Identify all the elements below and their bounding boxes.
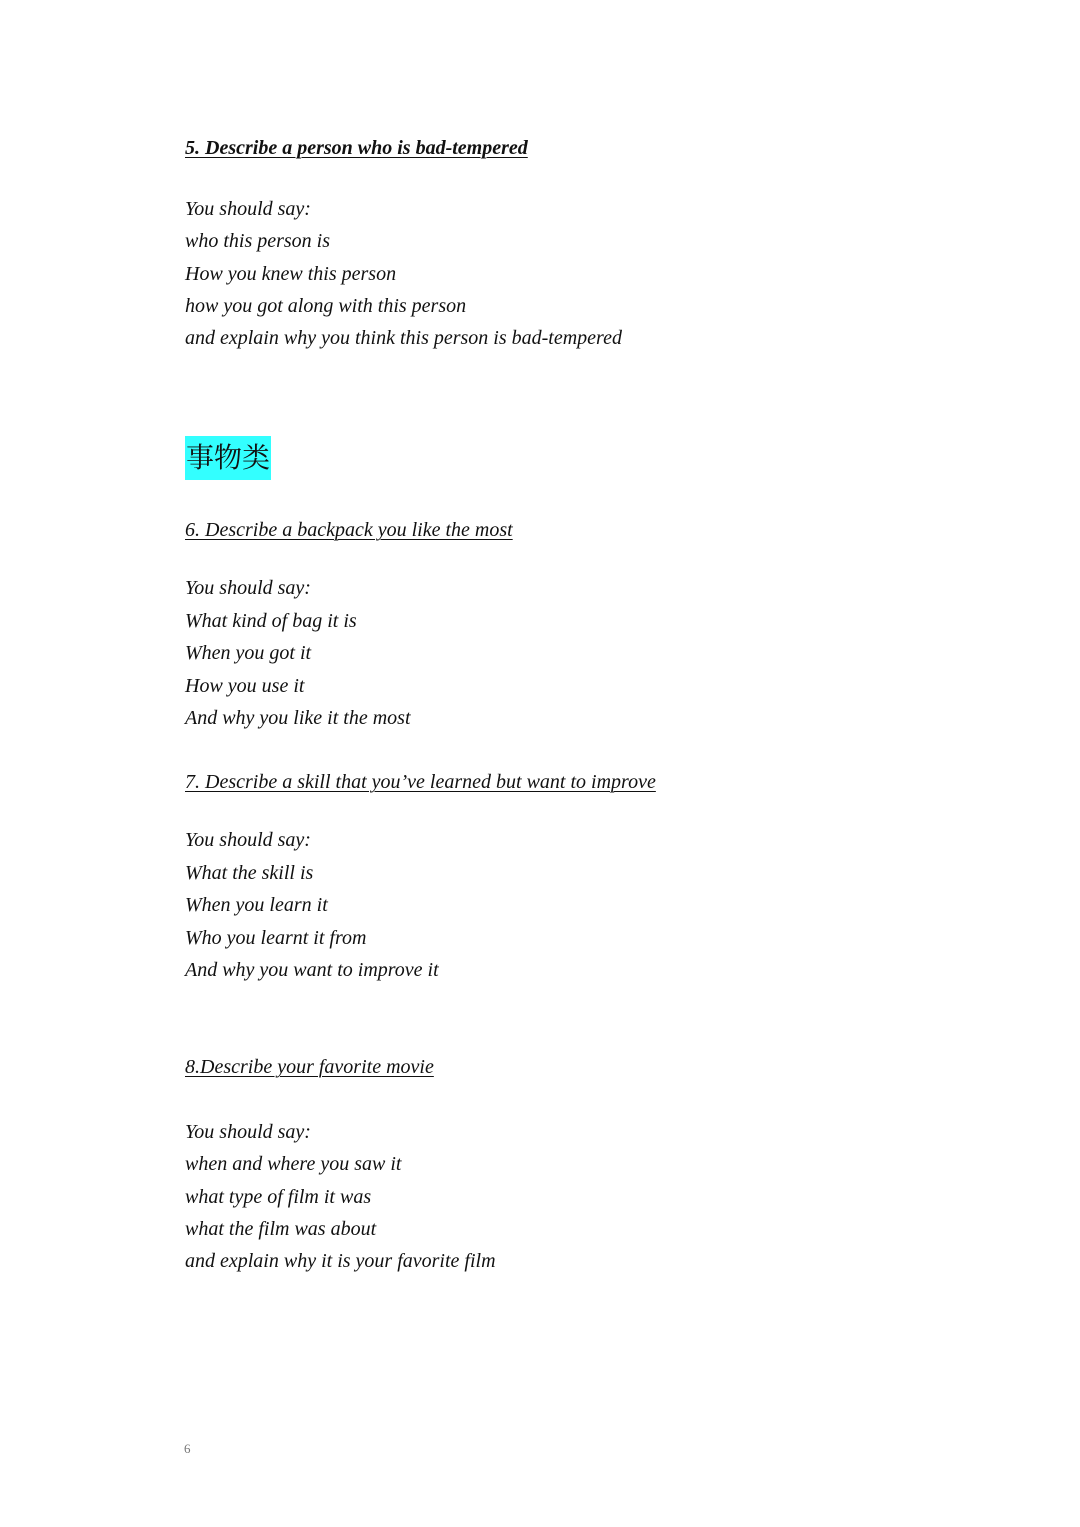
section-8-line-4: what the film was about <box>185 1218 377 1240</box>
section-7-line-3: When you learn it <box>185 894 328 916</box>
section-6-line-3: When you got it <box>185 642 312 664</box>
section-5-line-1: You should say: <box>185 198 311 220</box>
section-7-line-1: You should say: <box>185 829 311 851</box>
section-8-line-2: when and where you saw it <box>185 1153 402 1175</box>
section-8-heading: 8.Describe your favorite movie <box>185 1056 434 1078</box>
section-6-heading: 6. Describe a backpack you like the most <box>185 519 513 541</box>
section-5-line-5: and explain why you think this person is bad-tempered <box>185 327 622 349</box>
section-8-line-5: and explain why it is your favorite film <box>185 1250 496 1272</box>
section-5-line-3: How you knew this person <box>185 263 397 285</box>
section-7-heading: 7. Describe a skill that you’ve learned but want to improve <box>185 771 656 793</box>
section-6-line-1: You should say: <box>185 577 311 599</box>
section-6-line-2: What kind of bag it is <box>185 610 357 632</box>
section-8-line-3: what type of film it was <box>185 1186 372 1208</box>
section-7-line-2: What the skill is <box>185 862 314 884</box>
page-number: 6 <box>184 1441 191 1456</box>
section-5-line-4: how you got along with this person <box>185 295 467 317</box>
category-label: 事物类 <box>185 436 271 480</box>
section-7-line-4: Who you learnt it from <box>185 927 367 949</box>
section-5-heading: 5. Describe a person who is bad-tempered <box>185 137 528 159</box>
section-8-line-1: You should say: <box>185 1121 311 1143</box>
section-6-line-4: How you use it <box>185 675 305 697</box>
section-6-line-5: And why you like it the most <box>185 707 411 729</box>
section-5-line-2: who this person is <box>185 230 331 252</box>
section-7-line-5: And why you want to improve it <box>185 959 439 981</box>
